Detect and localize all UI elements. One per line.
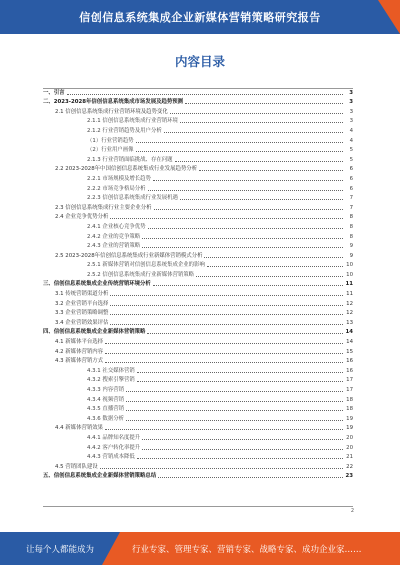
toc-entry[interactable] — [43, 220, 353, 230]
toc-entry-page: 6 — [349, 166, 353, 173]
toc-entry[interactable] — [43, 307, 353, 317]
toc-entry[interactable] — [43, 412, 353, 422]
toc-entry[interactable] — [43, 268, 353, 278]
toc-leader-dots — [204, 257, 343, 258]
toc-leader-dots — [207, 266, 343, 267]
toc-leader-dots — [126, 401, 343, 402]
toc-entry[interactable] — [43, 105, 353, 115]
toc-entry[interactable] — [43, 287, 353, 297]
toc-leader-dots — [110, 314, 343, 315]
toc-entry[interactable] — [43, 460, 353, 470]
toc-entry-text: 4.1 新媒体平台选择 — [55, 339, 104, 346]
toc-leader-dots — [175, 161, 343, 162]
toc-entry-text: 2.1.3 行业营销面临挑战、存在问题 — [87, 156, 173, 163]
toc-entry[interactable] — [43, 326, 353, 336]
toc-entry-text: 3.4 企业营销效果评估 — [55, 319, 109, 326]
toc-entry-page: 12 — [346, 310, 353, 317]
footer-slogan-right: 行业专家、管理专家、营销专家、战略专家、成功企业家…… — [132, 545, 362, 555]
toc-entry-page: 9 — [349, 252, 353, 259]
toc-leader-dots — [136, 142, 343, 143]
toc-leader-dots — [154, 209, 343, 210]
toc-leader-dots — [142, 449, 343, 450]
toc-entry-text: 一、引言 — [43, 89, 65, 96]
footer-slogan-left: 让每个人都能成为 — [26, 545, 95, 555]
toc-entry-text: 2.3 信创信息系统集成行业主要企业分析 — [55, 204, 152, 211]
toc-entry-text: 二、2023-2028年信创信息系统集成市场发展及趋势预测 — [43, 99, 184, 106]
toc-entry[interactable] — [43, 374, 353, 384]
toc-entry-text: 4.3.2 搜索引擎营销 — [87, 377, 135, 384]
toc-leader-dots — [105, 362, 343, 363]
toc-entry-text: 4.3 新媒体营销方式 — [55, 358, 104, 365]
toc-entry-page: 3 — [349, 108, 353, 115]
toc-entry-text: 2.2.2 市场竞争格局分析 — [87, 185, 146, 192]
toc-entry-text: 2.1.1 信创信息系统集成行业营销环境 — [87, 118, 178, 125]
toc-leader-dots — [142, 238, 343, 239]
toc-entry-text: 4.3.4 视频营销 — [87, 396, 124, 403]
toc-entry-page: 16 — [346, 367, 353, 374]
toc-entry[interactable] — [43, 297, 353, 307]
toc-leader-dots — [105, 353, 343, 354]
table-of-contents — [43, 86, 353, 479]
toc-leader-dots — [137, 458, 343, 459]
toc-leader-dots — [147, 333, 343, 334]
toc-entry-page: 15 — [346, 348, 353, 355]
toc-leader-dots — [180, 199, 343, 200]
toc-heading: 内容目录 — [174, 54, 225, 69]
toc-entry[interactable] — [43, 240, 353, 250]
toc-entry-text: 2.2 2023-2028年中国信创信息系统集成行业发展趋势分析 — [55, 166, 198, 173]
toc-entry-text: 2.5.1 新媒体营销对信创信息系统集成企业的影响 — [87, 262, 205, 269]
toc-leader-dots — [110, 295, 343, 296]
toc-entry-text: 三、信创信息系统集成企业传统营销环境分析 — [43, 281, 151, 288]
toc-entry-text: 3.3 企业营销策略调整 — [55, 310, 109, 317]
toc-entry-page: 4 — [349, 137, 353, 144]
toc-entry-page: 22 — [346, 463, 353, 470]
toc-leader-dots — [170, 113, 343, 114]
toc-leader-dots — [100, 468, 343, 469]
toc-entry-text: 2.2.3 信创信息系统集成行业发展机遇 — [87, 195, 178, 202]
toc-leader-dots — [126, 420, 343, 421]
toc-entry-page: 7 — [349, 195, 353, 202]
toc-entry-page: 3 — [349, 118, 353, 125]
toc-entry-text: 2.1 信创信息系统集成行业营销环境及趋势变化 — [55, 108, 168, 115]
toc-entry-page: 11 — [345, 281, 353, 288]
toc-entry-page: 11 — [346, 291, 353, 298]
toc-entry-text: 3.2 企业营销平台选择 — [55, 300, 109, 307]
toc-entry-text: 4.3.6 数据分析 — [87, 415, 124, 422]
toc-entry-page: 20 — [346, 434, 353, 441]
toc-entry[interactable] — [43, 230, 353, 240]
toc-entry-text: （2）行业用户画像 — [87, 147, 134, 154]
toc-leader-dots — [185, 103, 343, 104]
toc-entry-text: 2.4.3 企业的营销策略 — [87, 243, 141, 250]
toc-entry-page: 8 — [349, 214, 353, 221]
toc-entry-text: 2.5 2023-2028年信创信息系统集成行业新媒体营销模式分析 — [55, 252, 203, 259]
toc-leader-dots — [110, 305, 343, 306]
toc-entry-text: 2.4.2 企业的竞争策略 — [87, 233, 141, 240]
toc-entry-page: 10 — [346, 262, 353, 269]
toc-leader-dots — [142, 247, 343, 248]
toc-entry[interactable] — [43, 451, 353, 461]
toc-entry-text: 2.1.2 行业营销趋势及用户分析 — [87, 127, 162, 134]
toc-leader-dots — [164, 132, 343, 133]
toc-entry-text: 2.4 企业竞争优势分析 — [55, 214, 109, 221]
toc-entry-page: 14 — [346, 339, 353, 346]
toc-leader-dots — [196, 276, 343, 277]
toc-leader-dots — [158, 477, 343, 478]
toc-entry-text: 4.3.5 直播营销 — [87, 406, 124, 413]
toc-entry-page: 20 — [346, 444, 353, 451]
toc-entry[interactable] — [43, 249, 353, 259]
toc-leader-dots — [142, 439, 343, 440]
toc-entry[interactable] — [43, 182, 353, 192]
toc-entry-page: 17 — [346, 377, 353, 384]
toc-entry-page: 6 — [349, 175, 353, 182]
page-number: 2 — [350, 508, 354, 514]
toc-entry[interactable] — [43, 355, 353, 365]
footer-accent — [102, 532, 120, 565]
header-bar — [0, 0, 400, 34]
footer-bar — [0, 532, 400, 565]
toc-entry[interactable] — [43, 192, 353, 202]
toc-entry-text: 4.4 新媒体营销效果 — [55, 425, 104, 432]
toc-entry-page: 19 — [346, 415, 353, 422]
toc-entry-page: 14 — [345, 329, 353, 336]
toc-entry-text: 4.4.2 客户转化率提升 — [87, 444, 141, 451]
toc-entry-page: 8 — [349, 233, 353, 240]
toc-leader-dots — [110, 218, 343, 219]
toc-entry-text: 3.1 传统营销渠道分析 — [55, 291, 109, 298]
toc-leader-dots — [137, 372, 343, 373]
toc-leader-dots — [126, 391, 343, 392]
toc-entry-text: 4.2 新媒体营销内容 — [55, 348, 104, 355]
toc-leader-dots — [105, 343, 343, 344]
toc-entry[interactable] — [43, 144, 353, 154]
toc-leader-dots — [136, 151, 343, 152]
toc-leader-dots — [105, 429, 343, 430]
toc-entry-page: 16 — [346, 358, 353, 365]
toc-entry-text: 2.2.1 市场规模及增长趋势 — [87, 175, 151, 182]
toc-entry-page: 12 — [346, 300, 353, 307]
toc-entry[interactable] — [43, 278, 353, 288]
toc-entry-page: 6 — [349, 185, 353, 192]
toc-entry[interactable] — [43, 345, 353, 355]
toc-entry-text: 五、信创信息系统集成企业新媒体营销策略总结 — [43, 473, 157, 480]
toc-leader-dots — [148, 228, 343, 229]
toc-entry[interactable] — [43, 316, 353, 326]
toc-entry-text: 4.4.3 营销成本降低 — [87, 454, 135, 461]
toc-entry-page: 18 — [346, 396, 353, 403]
toc-entry[interactable] — [43, 259, 353, 269]
toc-entry[interactable] — [43, 124, 353, 134]
toc-entry-page: 21 — [346, 454, 353, 461]
toc-entry-page: 17 — [346, 387, 353, 393]
toc-entry[interactable] — [43, 163, 353, 173]
toc-entry-page: 13 — [346, 319, 353, 326]
toc-entry-text: 4.3.3 内容营销 — [87, 387, 124, 393]
toc-entry[interactable] — [43, 115, 353, 125]
toc-entry[interactable] — [43, 211, 353, 221]
toc-entry-text: 4.3.1 社交媒体营销 — [87, 367, 135, 374]
toc-leader-dots — [137, 381, 343, 382]
toc-entry-page: 7 — [349, 204, 353, 211]
toc-entry-page: 3 — [349, 89, 353, 96]
toc-entry[interactable] — [43, 470, 353, 480]
toc-entry-page: 23 — [345, 473, 353, 480]
toc-leader-dots — [153, 180, 343, 181]
toc-entry-text: 2.4.1 企业核心竞争优势 — [87, 223, 146, 230]
toc-entry[interactable] — [43, 172, 353, 182]
toc-leader-dots — [110, 324, 343, 325]
toc-entry-page: 4 — [349, 127, 353, 134]
toc-leader-dots — [67, 94, 343, 95]
toc-entry-page: 19 — [346, 425, 353, 432]
toc-entry-page: 3 — [349, 99, 353, 106]
toc-entry[interactable] — [43, 383, 353, 393]
toc-leader-dots — [153, 285, 343, 286]
toc-entry[interactable] — [43, 403, 353, 413]
toc-entry[interactable] — [43, 393, 353, 403]
toc-entry-text: 4.4.1 品牌知名度提升 — [87, 434, 141, 441]
toc-entry-text: 4.5 营销团队建设 — [55, 463, 98, 470]
toc-entry-page: 5 — [349, 156, 353, 163]
toc-entry[interactable] — [43, 134, 353, 144]
toc-leader-dots — [199, 170, 343, 171]
toc-entry-text: 四、信创信息系统集成企业新媒体营销策略 — [43, 329, 146, 336]
toc-entry[interactable] — [43, 96, 353, 106]
toc-entry-page: 8 — [349, 223, 353, 230]
toc-entry-page: 9 — [349, 243, 353, 250]
toc-entry[interactable] — [43, 422, 353, 432]
toc-entry-page: 18 — [346, 406, 353, 413]
toc-leader-dots — [180, 122, 343, 123]
toc-entry[interactable] — [43, 364, 353, 374]
toc-entry[interactable] — [43, 86, 353, 96]
report-title: 信创信息系统集成企业新媒体营销策略研究报告 — [79, 11, 321, 24]
toc-entry[interactable] — [43, 431, 353, 441]
toc-entry[interactable] — [43, 201, 353, 211]
toc-leader-dots — [148, 190, 343, 191]
toc-leader-dots — [126, 410, 343, 411]
toc-entry-text: （1）行业营销趋势 — [87, 137, 134, 144]
toc-entry[interactable] — [43, 441, 353, 451]
toc-entry-page: 10 — [346, 271, 353, 278]
toc-entry[interactable] — [43, 335, 353, 345]
toc-entry[interactable] — [43, 153, 353, 163]
toc-entry-text: 2.5.2 信创信息系统集成行业新媒体营销策略 — [87, 271, 195, 278]
toc-bottom-rule — [43, 506, 353, 507]
toc-entry-page: 5 — [349, 147, 353, 154]
